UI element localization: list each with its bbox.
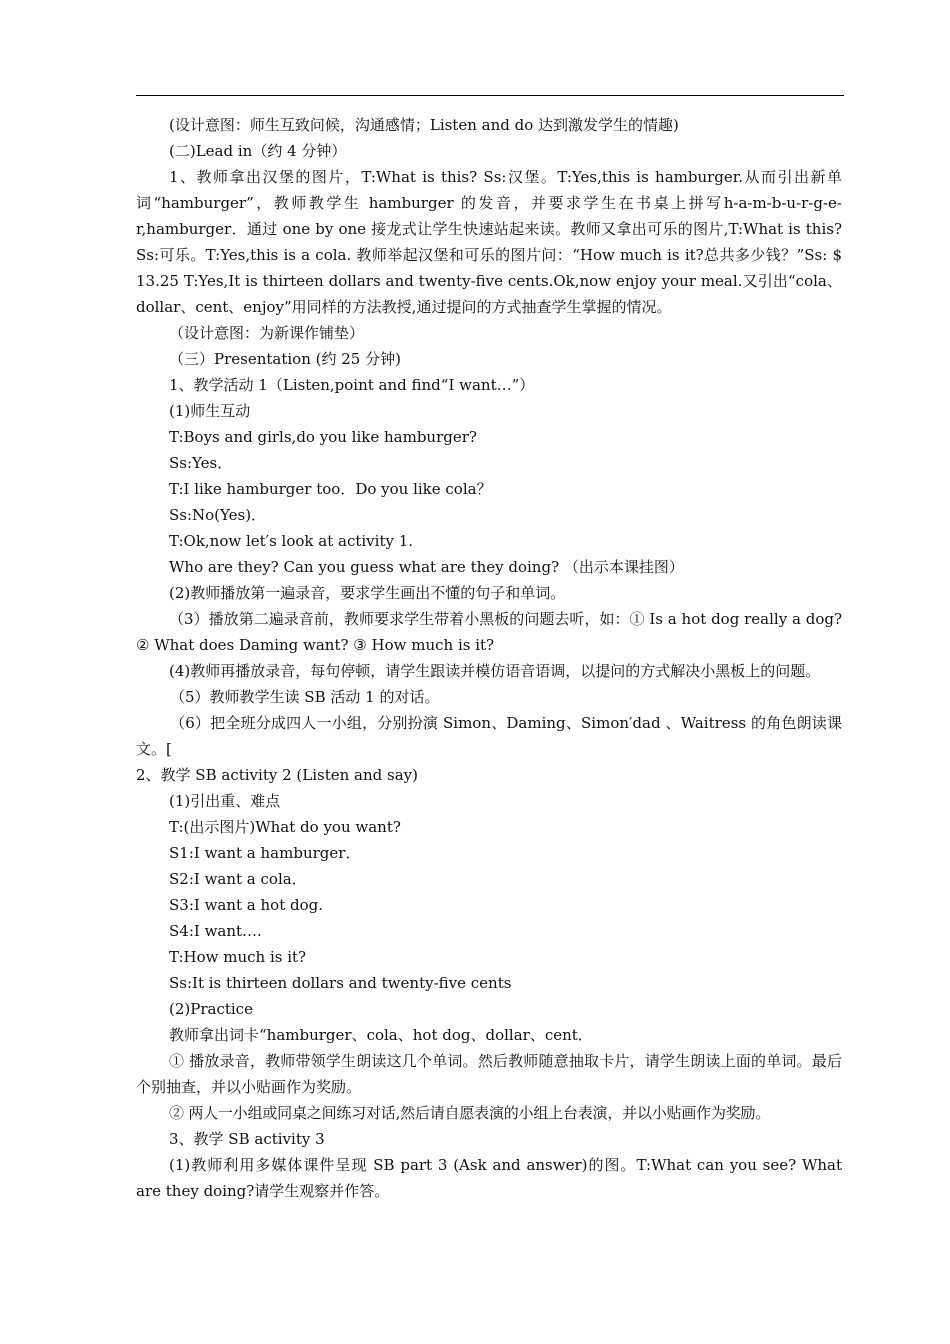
step-practice-1: ① 播放录音，教师带领学生朗读这几个单词。然后教师随意抽取卡片，请学生朗读上面的单词。最后个别抽查，并以小贴画作为奖励。: [136, 1052, 842, 1096]
step-practice-2: ② 两人一小组或同桌之间练习对话,然后请自愿表演的小组上台表演，并以小贴画作为奖励。: [169, 1104, 771, 1122]
paragraph-design-intent-1: (设计意图：师生互致问候，沟通感情；Listen and do 达到激发学生的情趣): [169, 116, 679, 134]
dialogue-line: S4:I want….: [169, 922, 262, 940]
header-rule: [136, 95, 844, 96]
subheading-practice: (2)Practice: [169, 1000, 253, 1018]
dialogue-line: Ss:Yes．: [169, 454, 233, 472]
dialogue-line: Ss:No(Yes)．: [169, 506, 267, 524]
step-second-listening: （3）播放第二遍录音前，教师要求学生带着小黑板的问题去听，如：① Is a hot dog really a dog? ② What does Daming want? ③ How much is it?: [136, 610, 842, 654]
dialogue-line: S3:I want a hot dog.: [169, 896, 324, 914]
paragraph-lead-in-activity: 1、教师拿出汉堡的图片，T:What is this? Ss:汉堡。T:Yes,this is hamburger.从而引出新单词“hamburger”，教师教学生 hamburger 的发音，并要求学生在书桌上拼写h-a-m-b-u-r-g-e-r,hamburger．通过 one by one 接龙式让学生快速站起来读。教师又拿出可乐的图片,T:What is this? Ss:可乐。T:Yes,this is a cola. 教师举起汉堡和可乐的图片问：“How much is it?总共多少钱？”Ss: $ 13.25 T:Yes,It is thirteen dollars and twenty-five cents.Ok,now enjoy your meal.又引出“cola、dollar、cent、enjoy”用同样的方法教授,通过提问的方式抽查学生掌握的情况。: [136, 168, 842, 316]
dialogue-line: S1:I want a hamburger．: [169, 844, 361, 862]
dialogue-line: Ss:It is thirteen dollars and twenty-five cents: [169, 974, 512, 992]
step-first-listening: (2)教师播放第一遍录音，要求学生画出不懂的句子和单词。: [169, 584, 566, 602]
dialogue-line: T:(出示图片)What do you want?: [169, 818, 401, 836]
heading-lead-in: (二)Lead in（约 4 分钟）: [169, 142, 347, 160]
dialogue-line: S2:I want a cola．: [169, 870, 307, 888]
step-read-dialogue: （5）教师教学生读 SB 活动 1 的对话。: [170, 688, 440, 706]
heading-activity-1: 1、教学活动 1（Listen,point and find“I want…”）: [169, 376, 535, 394]
heading-activity-3: 3、教学 SB activity 3: [169, 1130, 325, 1148]
dialogue-line: T:How much is it?: [169, 948, 307, 966]
dialogue-line: Who are they? Can you guess what are they doing? （出示本课挂图）: [169, 558, 684, 576]
step-role-play: （6）把全班分成四人一小组，分别扮演 Simon、Daming、Simon′dad 、Waitress 的角色朗读课文。[: [136, 714, 842, 758]
step-repeat-after: (4)教师再播放录音，每句停顿，请学生跟读并模仿语音语调，以提问的方式解决小黑板上的问题。: [169, 662, 821, 680]
lesson-plan-body: [136, 112, 842, 1204]
step-multimedia: (1)教师利用多媒体课件呈现 SB part 3 (Ask and answer)的图。T:What can you see? What are they doing?请学生观察并作答。: [136, 1156, 842, 1200]
dialogue-line: T:Ok,now let′s look at activity 1.: [169, 532, 414, 550]
dialogue-line: T:I like hamburger too．Do you like cola？: [169, 480, 492, 498]
heading-presentation: （三）Presentation (约 25 分钟): [169, 350, 401, 368]
subheading-interaction: (1)师生互动: [169, 402, 251, 420]
heading-activity-2: 2、教学 SB activity 2 (Listen and say): [136, 766, 418, 784]
step-word-cards: 教师拿出词卡“hamburger、cola、hot dog、dollar、cent．: [169, 1026, 593, 1044]
dialogue-line: T:Boys and girls,do you like hamburger?: [169, 428, 477, 446]
paragraph-design-intent-2: （设计意图：为新课作铺垫）: [169, 324, 365, 342]
subheading-key-points: (1)引出重、难点: [169, 792, 281, 810]
